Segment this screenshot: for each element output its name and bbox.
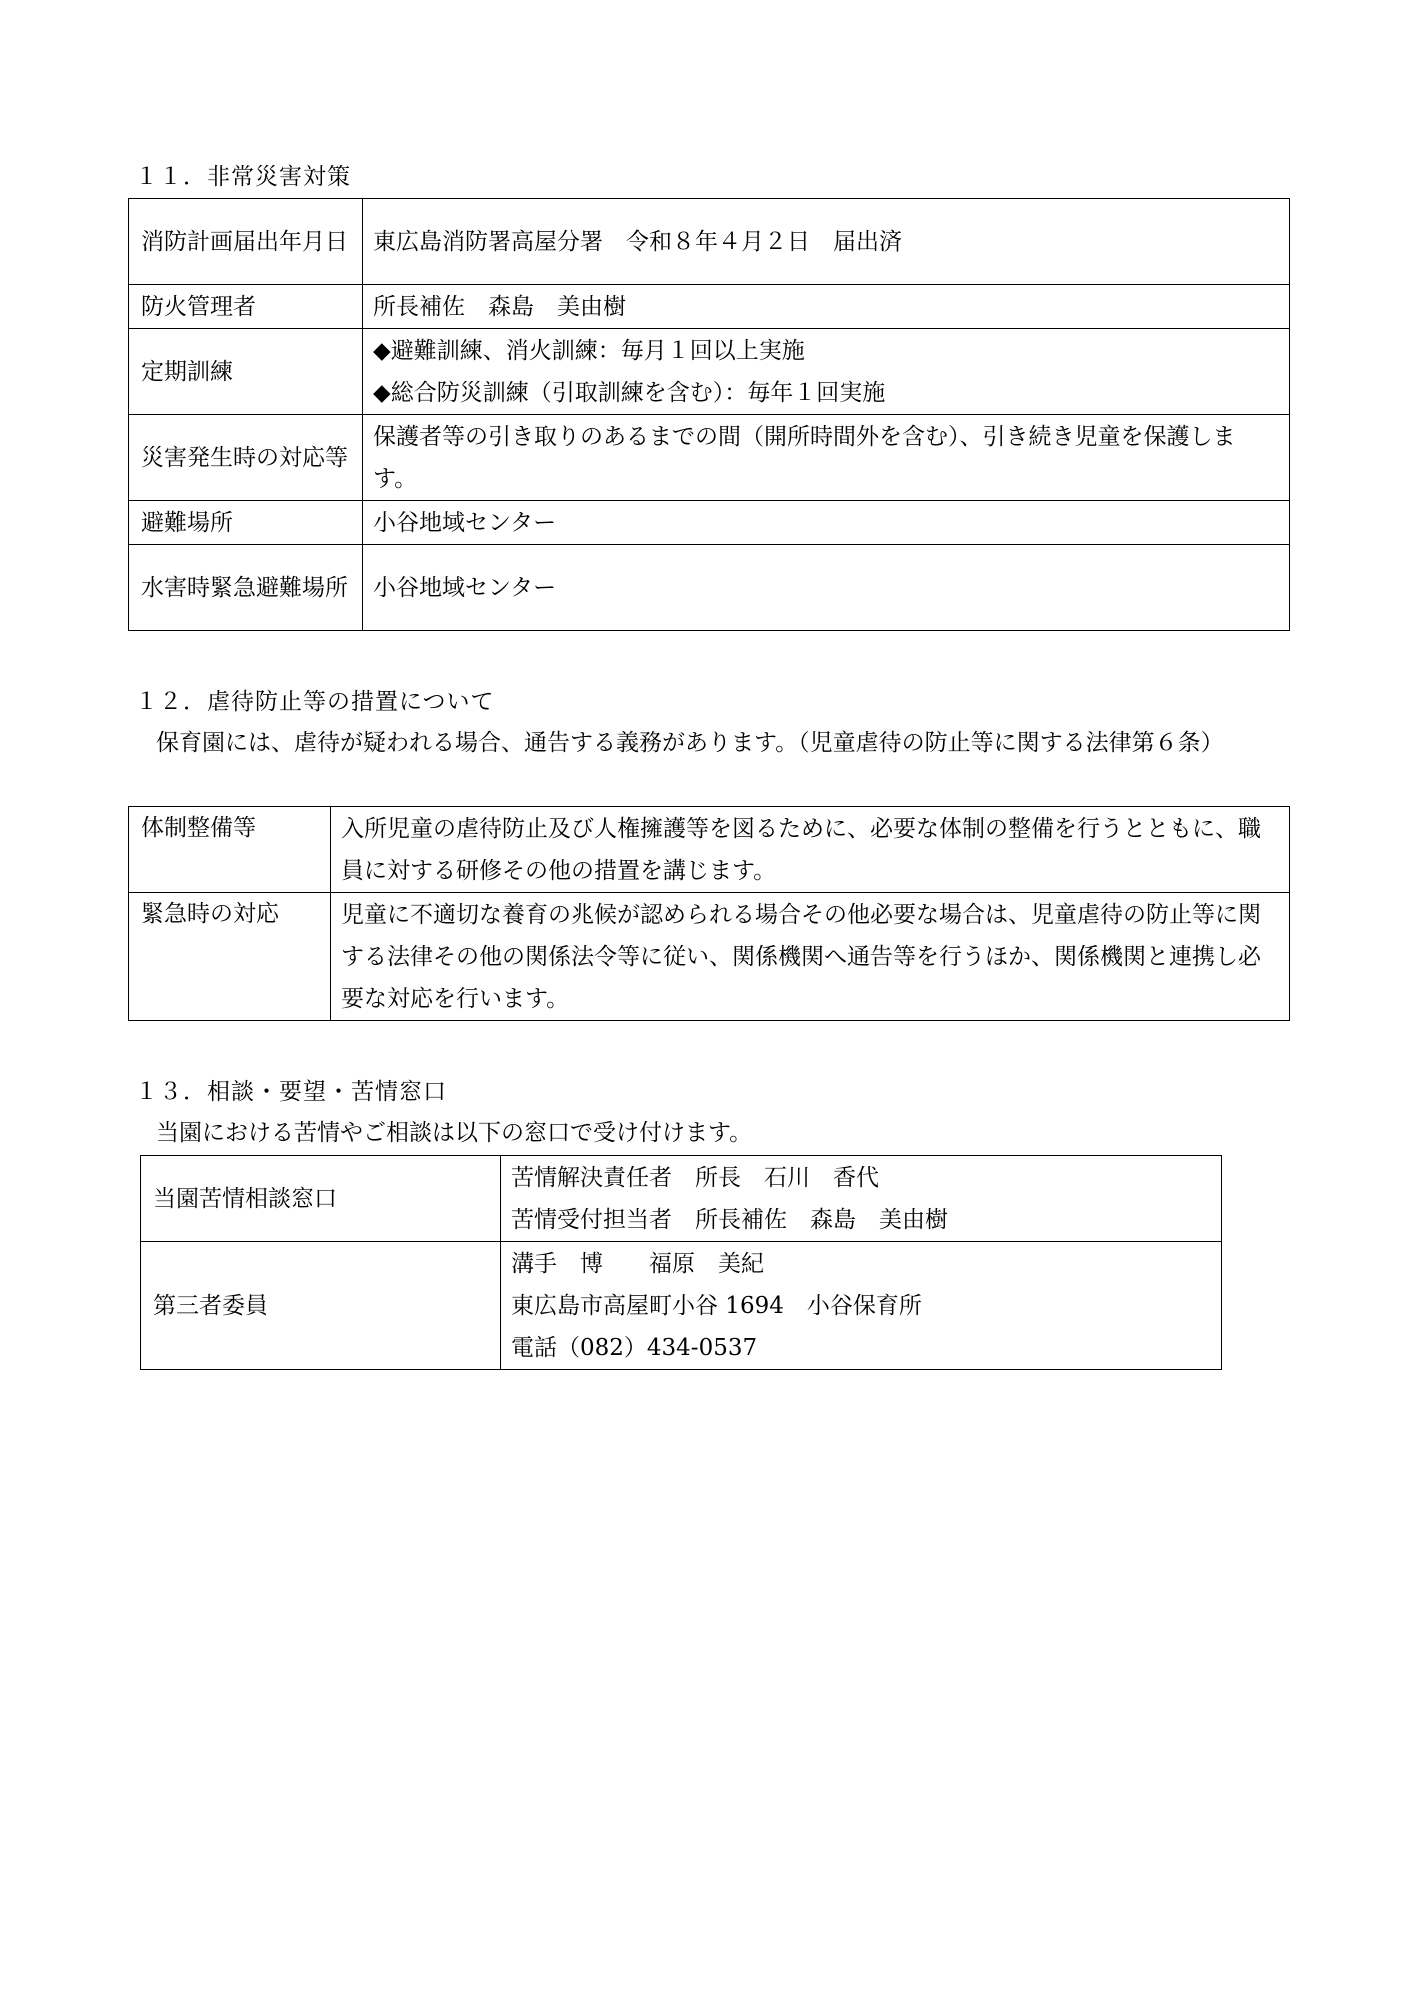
abuse-prevention-table	[128, 806, 1290, 1021]
section-12-heading: １２．虐待防止等の措置について	[135, 689, 495, 715]
row-label-complaint-window: 当園苦情相談窓口	[141, 1156, 501, 1242]
row-value-fire-plan-date: 東広島消防署高屋分署 令和８年４月２日 届出済	[363, 199, 1290, 285]
row-value-third-party-committee	[501, 1242, 1222, 1370]
section-13-heading: １３．相談・要望・苦情窓口	[135, 1079, 447, 1105]
row-label-disaster-response: 災害発生時の対応等	[129, 415, 363, 501]
table-row	[129, 285, 1290, 329]
row-value-complaint-window	[501, 1156, 1222, 1242]
complaint-line: 苦情解決責任者 所長 石川 香代	[511, 1164, 879, 1191]
row-value-evacuation-site: 小谷地域センター	[363, 501, 1290, 545]
drill-line: ◆避難訓練、消火訓練：毎月１回以上実施	[373, 337, 805, 364]
table-row	[129, 501, 1290, 545]
table-row	[129, 415, 1290, 501]
row-label-evacuation-site: 避難場所	[129, 501, 363, 545]
committee-line: 溝手 博 福原 美紀	[511, 1250, 764, 1277]
row-value-flood-evacuation-site: 小谷地域センター	[363, 545, 1290, 631]
row-label-fire-plan-date: 消防計画届出年月日	[129, 199, 363, 285]
row-value-fire-manager: 所長補佐 森島 美由樹	[363, 285, 1290, 329]
row-label-fire-manager: 防火管理者	[129, 285, 363, 329]
section-13-intro: 当園における苦情やご相談は以下の窓口で受け付けます。	[156, 1120, 753, 1146]
row-value-regular-drills	[363, 329, 1290, 415]
row-label-third-party-committee: 第三者委員	[141, 1242, 501, 1370]
consultation-window-table	[140, 1155, 1222, 1370]
row-label-flood-evacuation-site: 水害時緊急避難場所	[129, 545, 363, 631]
row-value-system-setup: 入所児童の虐待防止及び人権擁護等を図るために、必要な体制の整備を行うとともに、職員に対する研修その他の措置を講じます。	[331, 807, 1290, 893]
row-label-emergency-response: 緊急時の対応	[129, 893, 331, 1021]
drill-line: ◆総合防災訓練（引取訓練を含む）：毎年１回実施	[373, 379, 886, 406]
row-value-disaster-response: 保護者等の引き取りのあるまでの間（開所時間外を含む）、引き続き児童を保護します。	[363, 415, 1290, 501]
row-label-system-setup: 体制整備等	[129, 807, 331, 893]
table-row	[141, 1156, 1222, 1242]
table-row	[129, 329, 1290, 415]
table-row	[129, 199, 1290, 285]
table-row	[129, 807, 1290, 893]
table-row	[129, 545, 1290, 631]
section-12-intro: 保育園には、虐待が疑われる場合、通告する義務があります。（児童虐待の防止等に関する法律第６条）	[156, 730, 1224, 756]
emergency-measures-table	[128, 198, 1290, 631]
committee-line: 電話（082）434-0537	[511, 1334, 758, 1361]
complaint-line: 苦情受付担当者 所長補佐 森島 美由樹	[511, 1206, 948, 1233]
row-label-regular-drills: 定期訓練	[129, 329, 363, 415]
table-row	[129, 893, 1290, 1021]
section-11-heading: １１．非常災害対策	[135, 164, 351, 190]
row-value-emergency-response: 児童に不適切な養育の兆候が認められる場合その他必要な場合は、児童虐待の防止等に関する法律その他の関係法令等に従い、関係機関へ通告等を行うほか、関係機関と連携し必要な対応を行います。	[331, 893, 1290, 1021]
committee-line: 東広島市高屋町小谷 1694 小谷保育所	[511, 1292, 922, 1319]
table-row	[141, 1242, 1222, 1370]
